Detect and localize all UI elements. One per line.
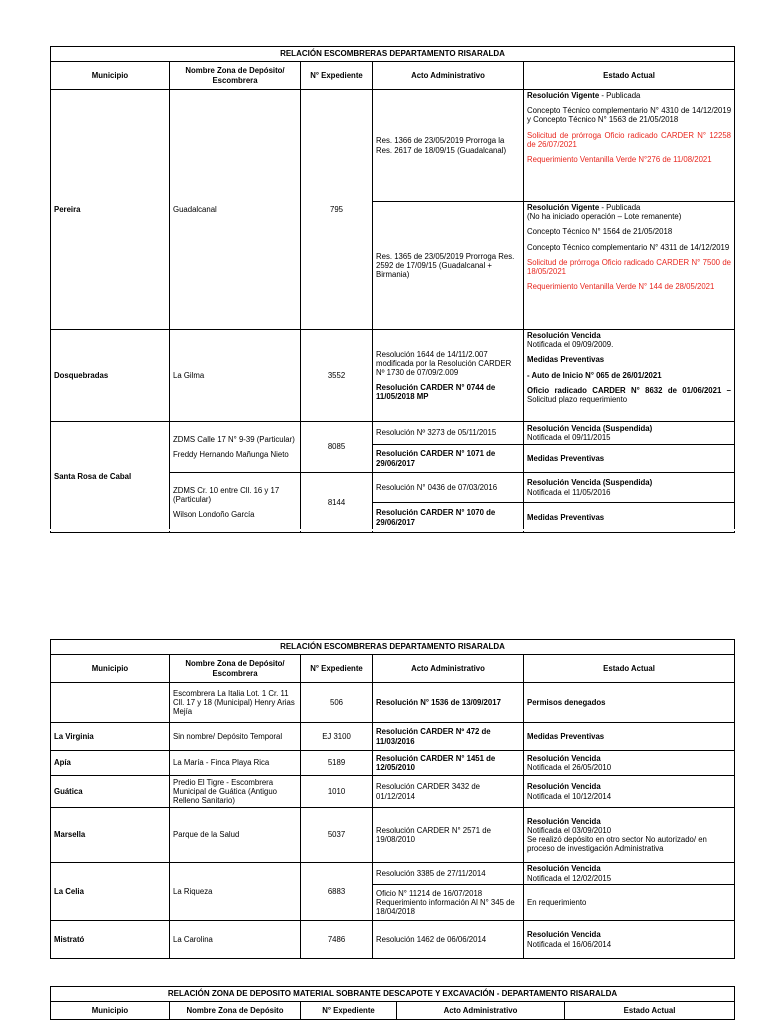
zona-cell [170,422,301,473]
header-expediente: N° Expediente [301,1002,397,1020]
municipio-cell: Guática [51,776,170,808]
estado-status: Resolución Vencida [527,816,601,826]
estado-note: Notificada el 10/12/2014 [527,791,612,801]
estado-note: Concepto Técnico complementario N° 4310 de 14/12/2019 y Concepto Técnico N° 1563 de 21/05/2018 [527,106,732,125]
estado-note: Notificada el 26/05/2010 [527,763,612,772]
zona-cell: Parque de la Salud [170,808,301,863]
estado-cell [524,921,735,959]
escombreras-table-1 [50,46,735,533]
expediente-cell: 3552 [301,330,373,422]
acto-cell: Resolución N° 0436 de 07/03/2016 [373,473,524,503]
expediente-cell: 506 [301,683,373,723]
municipio-cell: Dosquebradas [51,330,170,422]
zona-text: Wilson Londoño García [173,510,255,520]
acto-cell: Resolución Nº 3273 de 05/11/2015 [373,422,524,445]
header-acto: Acto Administrativo [373,655,524,683]
estado-note: Requerimiento Ventanilla Verde N°276 de 11/08/2021 [527,154,712,164]
expediente-cell: 7486 [301,921,373,959]
zona-text: ZDMS Cr. 10 entre Cll. 16 y 17 (Particular) [173,485,280,504]
table-row [51,751,735,776]
estado-note: Medidas Preventivas [527,355,605,365]
estado-status: Resolución Vencida (Suspendida) [527,423,653,433]
zona-cell: La Gilma [170,330,301,422]
header-acto: Acto Administrativo [373,62,524,90]
expediente-cell: 6883 [301,863,373,921]
municipio-cell: Marsella [51,808,170,863]
estado-note: Notificada el 03/09/2010 [527,825,612,835]
estado-note: - Publicada [599,203,641,212]
estado-cell [524,751,735,776]
header-municipio: Municipio [51,655,170,683]
estado-cell [524,330,735,422]
header-estado: Estado Actual [524,655,735,683]
acto-cell: Resolución CARDER 3432 de 01/12/2014 [373,776,524,808]
expediente-cell: 8144 [301,473,373,533]
zona-cell: Guadalcanal [170,90,301,330]
escombreras-table-2 [50,639,735,959]
estado-cell: Medidas Preventivas [524,723,735,751]
estado-cell [524,422,735,445]
acto-cell: Res. 1366 de 23/05/2019 Prorroga la Res. 2617 de 18/09/15 (Guadalcanal) [373,90,524,202]
zona-text: Freddy Hernando Mañunga Nieto [173,450,289,459]
table-title: RELACIÓN ZONA DE DEPOSITO MATERIAL SOBRANTE DESCAPOTE Y EXCAVACIÓN - DEPARTAMENTO RISARALDA [51,987,735,1002]
header-estado: Estado Actual [524,62,735,90]
expediente-cell: 5189 [301,751,373,776]
header-zona: Nombre Zona de Depósito/ Escombrera [170,62,301,90]
estado-cell [524,202,735,330]
table-row [51,808,735,863]
estado-status: Resolución Vencida [527,782,601,792]
estado-note: Concepto Técnico N° 1564 de 21/05/2018 [527,227,673,237]
zona-cell: Sin nombre/ Depósito Temporal [170,723,301,751]
municipio-cell: La Celia [51,863,170,921]
header-expediente: N° Expediente [301,62,373,90]
estado-note: Notificada el 09/09/2009. [527,340,614,350]
table-row [51,863,735,885]
estado-status: Resolución Vencida (Suspendida) [527,478,653,488]
acto-cell: Resolución N° 1536 de 13/09/2017 [373,683,524,723]
zona-cell: Predio El Tigre - Escombrera Municipal de Guática (Antiguo Relleno Sanitario) [170,776,301,808]
estado-note: (No ha iniciado operación – Lote remanente) [527,212,682,222]
table-row [51,330,735,422]
estado-status: Resolución Vencida [527,864,601,874]
table-title: RELACIÓN ESCOMBRERAS DEPARTAMENTO RISARALDA [51,640,735,655]
header-municipio: Municipio [51,62,170,90]
page-cut [0,529,768,531]
estado-cell [524,90,735,202]
table-row [51,921,735,959]
estado-note: Notificada el 11/05/2016 [527,487,611,497]
acto-cell: Resolución CARDER Nº 472 de 11/03/2016 [373,723,524,751]
expediente-cell: EJ 3100 [301,723,373,751]
zona-cell: La Carolina [170,921,301,959]
estado-note: Notificada el 16/06/2014 [527,939,612,949]
estado-note: - Publicada [599,91,641,100]
acto-text: Resolución 1644 de 14/11/2.007 modificada por la Resolución CARDER Nº 1730 de 07/09/2.009 [376,349,512,377]
zona-cell: Escombrera La Italia Lot. 1 Cr. 11 Cll. 17 y 18 (Municipal) Henry Arias Mejía [170,683,301,723]
municipio-cell: Pereira [51,90,170,330]
table-title: RELACIÓN ESCOMBRERAS DEPARTAMENTO RISARALDA [51,47,735,62]
municipio-cell: Santa Rosa de Cabal [51,422,170,533]
acto-cell: Resolución CARDER N° 1451 de 12/05/2010 [373,751,524,776]
expediente-cell: 1010 [301,776,373,808]
estado-status: Resolución Vigente [527,203,600,212]
header-estado: Estado Actual [565,1002,735,1020]
table-row [51,90,735,202]
estado-cell: Medidas Preventivas [524,503,735,533]
estado-cell [524,776,735,808]
estado-note: Concepto Técnico complementario N° 4311 de 14/12/2019 [527,242,730,252]
estado-note: Oficio radicado CARDER N° 8632 de 01/06/2021 – [527,385,732,395]
zona-cell [170,473,301,533]
table-row [51,776,735,808]
estado-status: Resolución Vencida [527,753,601,763]
estado-cell [524,473,735,503]
estado-note: Notificada el 09/11/2015 [527,433,611,442]
expediente-cell: 795 [301,90,373,330]
expediente-cell: 5037 [301,808,373,863]
acto-cell: Resolución CARDER N° 2571 de 19/08/2010 [373,808,524,863]
municipio-cell [51,683,170,723]
estado-status: Resolución Vencida [527,930,601,940]
acto-cell: Res. 1365 de 23/05/2019 Prorroga Res. 2592 de 17/09/15 (Guadalcanal + Birmania) [373,202,524,330]
header-acto: Acto Administrativo [397,1002,565,1020]
municipio-cell: Apía [51,751,170,776]
estado-note: Requerimiento Ventanilla Verde N° 144 de 28/05/2021 [527,282,715,292]
acto-text: Resolución CARDER N° 0744 de 11/05/2018 MP [376,383,496,402]
municipio-cell: La Virginia [51,723,170,751]
estado-cell [524,863,735,885]
estado-cell: En requerimiento [524,885,735,921]
header-zona: Nombre Zona de Depósito [170,1002,301,1020]
table-row [51,422,735,445]
header-zona: Nombre Zona de Depósito/ Escombrera [170,655,301,683]
acto-cell: Oficio N° 11214 de 16/07/2018 Requerimiento información Al N° 345 de 18/04/2018 [373,885,524,921]
estado-note: Solicitud de prórroga Oficio radicado CARDER N° 12258 de 26/07/2021 [527,130,732,149]
municipio-cell: Mistrató [51,921,170,959]
acto-cell: Resolución CARDER N° 1071 de 29/06/2017 [373,445,524,473]
estado-status: Resolución Vencida [527,331,601,340]
acto-cell: Resolución 1462 de 06/06/2014 [373,921,524,959]
table-row [51,683,735,723]
estado-note: Solicitud plazo requerimiento [527,394,628,404]
descapote-table [50,986,735,1020]
acto-cell: Resolución 3385 de 27/11/2014 [373,863,524,885]
estado-note: Notificada el 12/02/2015 [527,873,612,883]
estado-note: Se realizó depósito en otro sector No autorizado/ en proceso de investigación Administrativa [527,835,707,854]
acto-cell: Resolución CARDER N° 1070 de 29/06/2017 [373,503,524,533]
expediente-cell: 8085 [301,422,373,473]
estado-cell: Medidas Preventivas [524,445,735,473]
header-municipio: Municipio [51,1002,170,1020]
estado-cell [524,808,735,863]
header-expediente: N° Expediente [301,655,373,683]
estado-note: - Auto de Inicio N° 065 de 26/01/2021 [527,370,662,380]
zona-cell: La María - Finca Playa Rica [170,751,301,776]
table-row [51,723,735,751]
zona-cell: La Riqueza [170,863,301,921]
estado-note: Solicitud de prórroga Oficio radicado CARDER N° 7500 de 18/05/2021 [527,257,732,276]
estado-status: Resolución Vigente [527,91,600,100]
acto-cell [373,330,524,422]
zona-text: ZDMS Calle 17 N° 9-39 (Particular) [173,434,295,444]
estado-cell: Permisos denegados [524,683,735,723]
